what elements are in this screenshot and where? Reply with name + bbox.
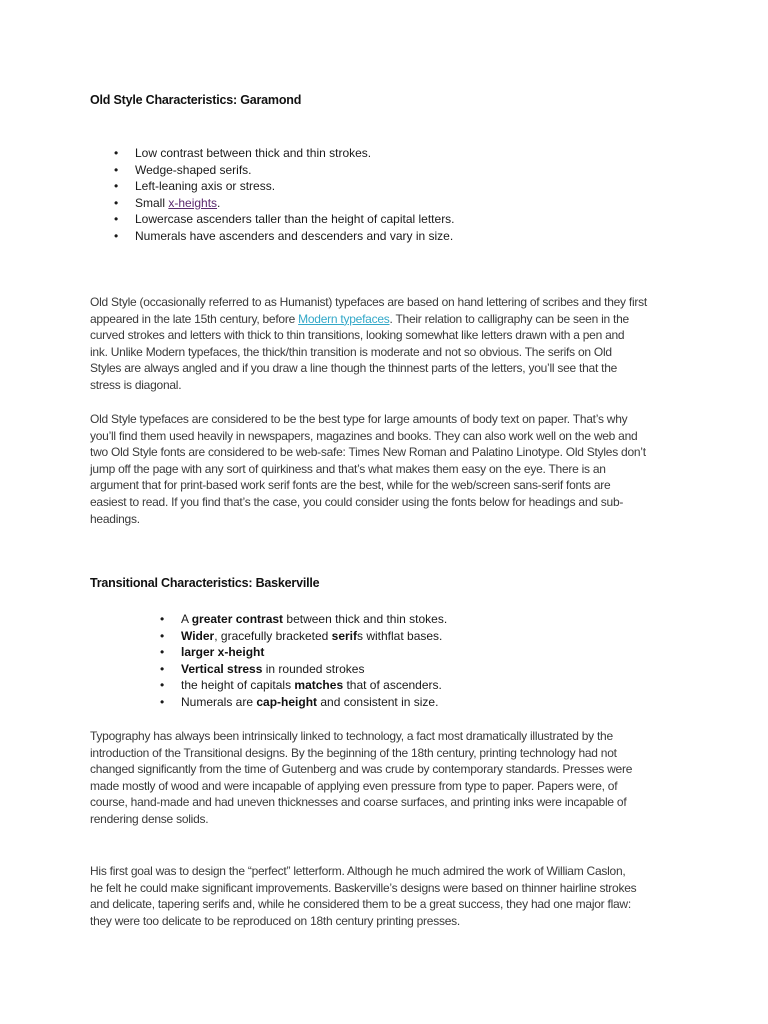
- bullet-icon: •: [114, 179, 119, 194]
- document-page: [90, 0, 690, 1024]
- paragraph-old-style-usage: Old Style typefaces are considered to be the best type for large amounts of body text on paper. That’s why you’ll find them used heavily in newspapers, magazines and books. They can also work well on the web and two Old Style fonts are considered to be web-safe: Times New Roman and Palatino Linotype. Old Styles don’t jump off the page with any sort of quirkiness and that’s what makes them easy on the eye. There is an argument that for print-based work serif fonts are the best, while for the web/screen sans-serif fonts are easiest to read. If you find that’s the case, you could consider using the fonts below for headings and sub- headings.: [90, 412, 646, 526]
- list-item: • Wider, gracefully bracketed serifs withflat bases.: [160, 628, 443, 643]
- heading-transitional: Transitional Characteristics: Baskerville: [90, 576, 320, 590]
- list-item: • A greater contrast between thick and thin stokes.: [160, 612, 448, 626]
- list-item: • Wedge-shaped serifs.: [114, 162, 252, 177]
- bullet-icon: •: [160, 694, 165, 709]
- bullet-icon: •: [114, 195, 119, 210]
- old-style-characteristics-list: [114, 145, 455, 245]
- bullet-icon: •: [160, 645, 165, 660]
- bullet-icon: •: [114, 162, 119, 177]
- list-item: • Vertical stress in rounded strokes: [160, 661, 365, 676]
- bullet-icon: •: [114, 228, 119, 243]
- list-item: • larger x-height: [160, 645, 265, 660]
- list-item: • Lowercase ascenders taller than the height of capital letters.: [114, 212, 455, 227]
- list-item: • Low contrast between thick and thin strokes.: [114, 146, 372, 160]
- bullet-icon: •: [160, 612, 165, 626]
- bullet-icon: •: [160, 678, 165, 693]
- bullet-icon: •: [114, 212, 119, 227]
- bullet-icon: •: [160, 661, 165, 676]
- list-item: • Numerals have ascenders and descenders and vary in size.: [114, 228, 454, 243]
- modern-typefaces-link[interactable]: Modern typefaces: [298, 311, 390, 326]
- heading-old-style: Old Style Characteristics: Garamond: [90, 93, 302, 107]
- x-heights-link[interactable]: x-heights: [168, 195, 218, 210]
- transitional-characteristics-list: [160, 611, 448, 711]
- list-item: • Left-leaning axis or stress.: [114, 179, 276, 194]
- paragraph-transitional-technology: Typography has always been intrinsically linked to technology, a fact most dramatically illustrated by the introduction of the Transitional designs. By the beginning of the 18th century, printing technology had not changed significantly from the time of Gutenberg and was crude by contemporary standards. Presses were made mostly of wood and were incapable of applying even pressure from type to paper. Papers were, of course, hand-made and had uneven thicknesses and coarse surfaces, and printing inks were incapable of rendering dense solids.: [90, 729, 633, 826]
- paragraph-baskerville-goal: His first goal was to design the “perfect” letterform. Although he much admired the work of William Caslon, he felt he could make significant improvements. Baskerville’s designs were based on thinner hairline strokes and delicate, tapering serifs and, while he considered them to be a great success, they had one major flaw: they were too delicate to be reproduced on 18th century printing presses.: [90, 864, 637, 928]
- list-item: • Small x-heights.: [114, 195, 221, 210]
- bullet-icon: •: [160, 628, 165, 643]
- list-item: • the height of capitals matches that of ascenders.: [160, 678, 442, 693]
- bullet-icon: •: [114, 146, 119, 160]
- paragraph-old-style-origin: Old Style (occasionally referred to as Humanist) typefaces are based on hand lettering of scribes and they first appeared in the late 15th century, before Modern typefaces. Their relation to calligraphy can be seen in the curved strokes and letters with thick to thin transitions, looking somewhat like letters drawn with a pen and ink. Unlike Modern typefaces, the thick/thin transition is moderate and not so obvious. The serifs on Old Styles are always angled and if you draw a line though the thinnest parts of the letters, you’ll see that the stress is diagonal.: [90, 295, 647, 392]
- list-item: • Numerals are cap-height and consistent in size.: [160, 694, 439, 709]
